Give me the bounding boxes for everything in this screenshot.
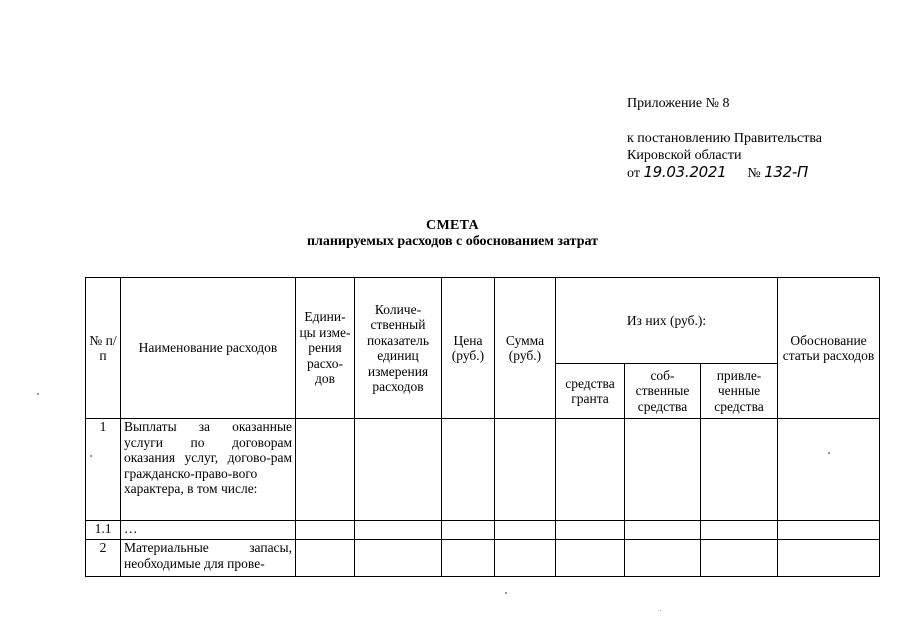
table-row — [86, 521, 880, 540]
row-quantity — [355, 521, 442, 540]
row-attracted — [701, 419, 778, 521]
budget-table — [85, 277, 880, 577]
document-subtitle: планируемых расходов с обоснованием затрат — [306, 234, 599, 249]
row-justification — [778, 419, 880, 521]
appendix-from-prefix: от — [627, 166, 640, 181]
row-sum — [495, 419, 556, 521]
row-own — [625, 540, 701, 577]
appendix-title: Приложение № 8 — [627, 96, 730, 111]
header-own: соб-ственные средства — [625, 364, 701, 419]
row-units — [296, 521, 355, 540]
appendix-number-prefix: № — [747, 166, 761, 181]
row-justification — [778, 540, 880, 577]
row-sum — [495, 521, 556, 540]
row-price — [442, 521, 495, 540]
header-grant: средства гранта — [556, 364, 625, 419]
document-title: СМЕТА — [426, 218, 479, 233]
row-name: Материальные запасы, необходимые для прове- — [121, 540, 296, 577]
row-quantity — [355, 540, 442, 577]
appendix-date-line — [627, 164, 887, 182]
header-sum: Сумма (руб.) — [495, 278, 556, 419]
row-num: 1.1 — [86, 521, 121, 540]
header-attracted: привле-ченные средства — [701, 364, 778, 419]
row-name: … — [121, 521, 296, 540]
row-grant — [556, 419, 625, 521]
row-price — [442, 419, 495, 521]
scan-speck — [828, 452, 830, 454]
appendix-line-2: Кировской области — [627, 148, 742, 163]
row-units — [296, 419, 355, 521]
row-grant — [556, 540, 625, 577]
row-attracted — [701, 521, 778, 540]
row-units — [296, 540, 355, 577]
appendix-number: 132-П — [764, 163, 809, 181]
header-quantity: Количе-ственный показатель единиц измерения расходов — [355, 278, 442, 419]
header-justification: Обоснование статьи расходов — [778, 278, 880, 419]
scan-speck — [505, 592, 507, 594]
row-own — [625, 521, 701, 540]
header-name: Наименование расходов — [121, 278, 296, 419]
scan-speck — [37, 393, 39, 395]
table-header-row — [86, 278, 880, 364]
row-num: 1 — [86, 419, 121, 521]
row-own — [625, 419, 701, 521]
scan-speck — [90, 455, 92, 457]
document-title-block — [0, 218, 905, 250]
row-quantity — [355, 419, 442, 521]
appendix-block — [627, 95, 887, 182]
header-units: Едини-цы изме-рения расхо-дов — [296, 278, 355, 419]
row-grant — [556, 521, 625, 540]
table-row — [86, 540, 880, 577]
table-row — [86, 419, 880, 521]
row-attracted — [701, 540, 778, 577]
scan-speck — [660, 610, 661, 611]
row-price — [442, 540, 495, 577]
appendix-line-1: к постановлению Правительства — [627, 131, 823, 146]
header-of-them: Из них (руб.): — [556, 278, 778, 364]
row-justification — [778, 521, 880, 540]
header-num: № п/п — [86, 278, 121, 419]
row-sum — [495, 540, 556, 577]
header-price: Цена (руб.) — [442, 278, 495, 419]
row-name: Выплаты за оказанные услуги по договорам оказания услуг, догово-рам гражданско-право-вого характера, в том числе: — [121, 419, 296, 521]
appendix-date: 19.03.2021 — [643, 163, 727, 181]
row-num: 2 — [86, 540, 121, 577]
